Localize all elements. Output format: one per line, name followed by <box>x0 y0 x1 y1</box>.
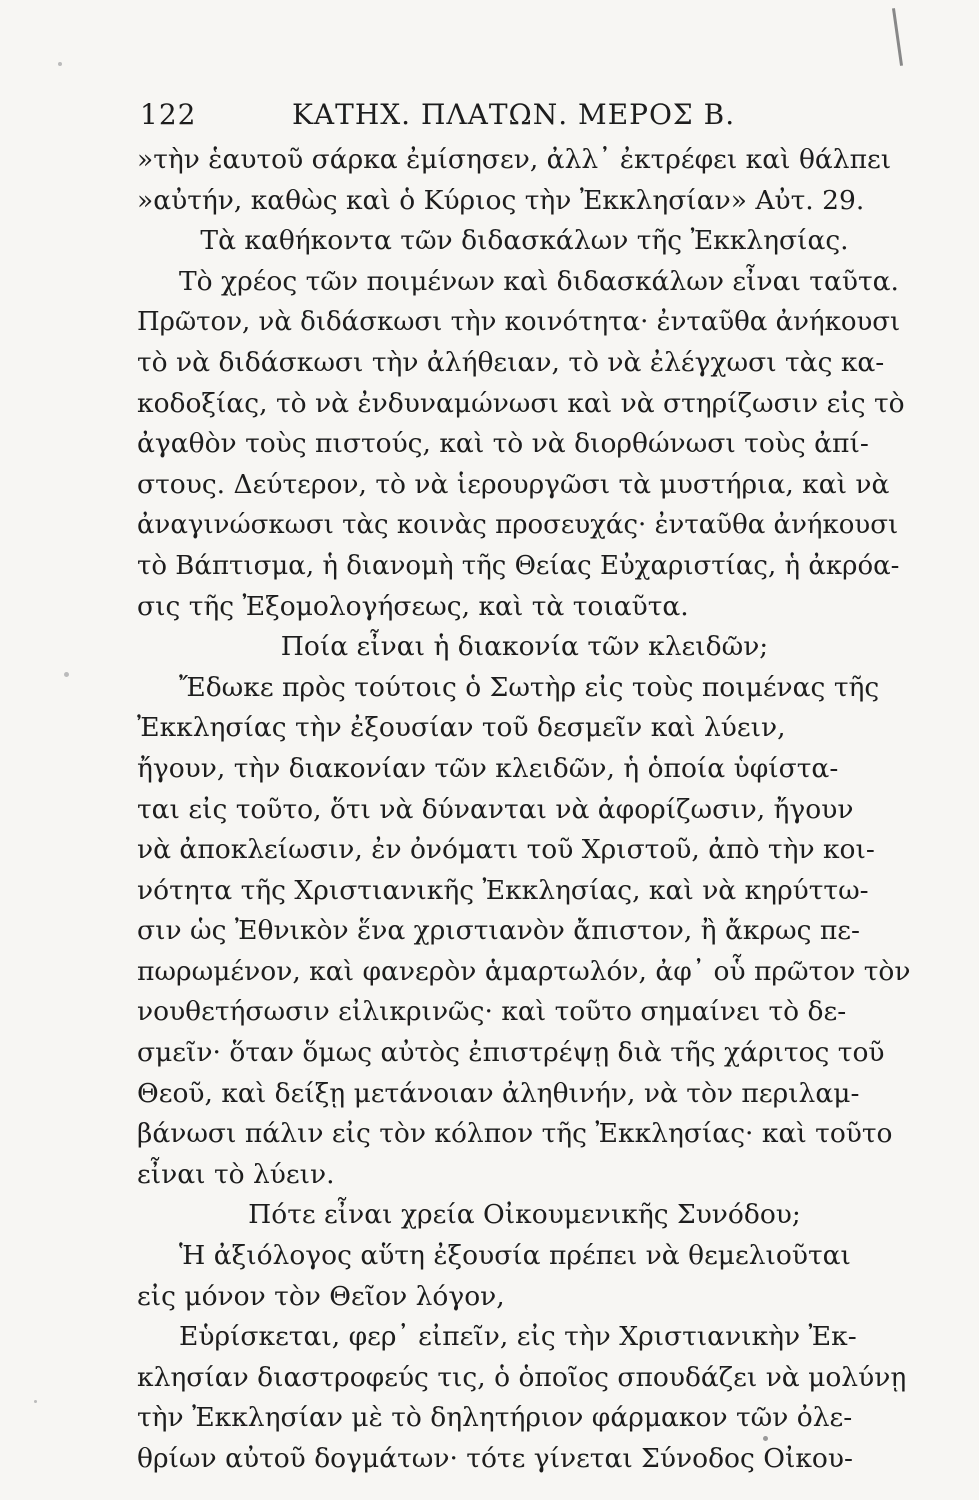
speck <box>34 1400 37 1403</box>
text-line: νουθετήσωσιν εἰλικρινῶς· καὶ τοῦτο σημαίνει τὸ δε- <box>137 996 847 1028</box>
section-heading: Ποία εἶναι ἡ διακονία τῶν κλειδῶν; <box>280 631 769 663</box>
text-line: Ἔδωκε πρὸς τούτοις ὁ Σωτὴρ εἰς τοὺς ποιμένας τῆς <box>179 671 880 703</box>
text-line: θρίων αὐτοῦ δογμάτων· τότε γίνεται Σύνοδος Οἰκου- <box>137 1443 853 1474</box>
text-line: Ἡ ἀξιόλογος αὕτη ἐξουσία πρέπει νὰ θεμελιοῦται <box>179 1240 851 1272</box>
text-line: »τὴν ἑαυτοῦ σάρκα ἐμίσησεν, ἀλλ᾽ ἐκτρέφει καὶ θάλπει <box>137 144 892 175</box>
speck <box>58 62 62 66</box>
text-line: τὸ Βάπτισμα, ἡ διανομὴ τῆς Θείας Εὐχαριστίας, ἡ ἀκρόα- <box>137 550 900 581</box>
text-line: τὸ νὰ διδάσκωσι τὴν ἀλήθειαν, τὸ νὰ ἐλέγχωσι τὰς κα- <box>137 346 885 378</box>
text-line: ἤγουν, τὴν διακονίαν τῶν κλειδῶν, ἡ ὁποία ὑφίστα- <box>137 752 839 784</box>
text-line: εἰς μόνον τὸν Θεῖον λόγον, <box>137 1280 505 1312</box>
margin-mark <box>892 8 903 66</box>
text-line: ἀναγινώσκωσι τὰς κοινὰς προσευχάς· ἐνταῦθα ἀνήκουσι <box>137 510 899 541</box>
speck <box>64 672 69 677</box>
text-line: Εὑρίσκεται, φερ᾽ εἰπεῖν, εἰς τὴν Χριστιανικὴν Ἐκ- <box>179 1321 857 1353</box>
text-line: Θεοῦ, καὶ δείξῃ μετάνοιαν ἀληθινήν, νὰ τὸν περιλαμ- <box>137 1077 860 1109</box>
page-body <box>137 140 912 1480</box>
text-line: πωρωμένον, καὶ φανερὸν ἁμαρτωλόν, ἀφ᾽ οὗ πρῶτον τὸν <box>137 955 911 987</box>
text-line: νὰ ἀποκλείωσιν, ἐν ὀνόματι τοῦ Χριστοῦ, ἀπὸ τὴν κοι- <box>137 834 875 866</box>
text-line: Τὸ χρέος τῶν ποιμένων καὶ διδασκάλων εἶναι ταῦτα. <box>179 265 899 297</box>
text-line: κοδοξίας, τὸ νὰ ἐνδυναμώνωσι καὶ νὰ στηρίζωσιν εἰς τὸ <box>137 387 905 419</box>
section-heading: Πότε εἶναι χρεία Οἰκουμενικῆς Συνόδου; <box>248 1199 801 1231</box>
running-head-title: ΚΑΤΗΧ. ΠΛΑΤΩΝ. ΜΕΡΟΣ Β. <box>292 98 736 131</box>
text-line: σις τῆς Ἐξομολογήσεως, καὶ τὰ τοιαῦτα. <box>137 590 689 622</box>
text-line: τὴν Ἐκκλησίαν μὲ τὸ δηλητήριον φάρμακον τῶν ὀλε- <box>137 1402 853 1434</box>
text-line: »αὐτήν, καθὼς καὶ ὁ Κύριος τὴν Ἐκκλησίαν» Αὐτ. 29. <box>137 184 865 216</box>
text-line: εἶναι τὸ λύειν. <box>137 1158 335 1190</box>
text-line: ται εἰς τοῦτο, ὅτι νὰ δύνανται νὰ ἀφορίζωσιν, ἤγουν <box>137 793 854 825</box>
text-line: Πρῶτον, νὰ διδάσκωσι τὴν κοινότητα· ἐνταῦθα ἀνήκουσι <box>137 307 901 338</box>
text-line: ἀγαθὸν τοὺς πιστούς, καὶ τὸ νὰ διορθώνωσι τοὺς ἀπί- <box>137 428 869 460</box>
text-line: σιν ὡς Ἐθνικὸν ἕνα χριστιανὸν ἄπιστον, ἢ ἄκρως πε- <box>137 915 860 947</box>
text-line: Ἐκκλησίας τὴν ἐξουσίαν τοῦ δεσμεῖν καὶ λύειν, <box>137 712 786 744</box>
text-line: βάνωσι πάλιν εἰς τὸν κόλπον τῆς Ἐκκλησίας· καὶ τοῦτο <box>137 1118 893 1150</box>
section-heading: Τὰ καθήκοντα τῶν διδασκάλων τῆς Ἐκκλησίας. <box>200 225 849 257</box>
text-line: κλησίαν διαστροφεύς τις, ὁ ὁποῖος σπουδάζει νὰ μολύνῃ <box>137 1361 907 1393</box>
text-line: σμεῖν· ὅταν ὅμως αὐτὸς ἐπιστρέψῃ διὰ τῆς χάριτος τοῦ <box>137 1037 885 1069</box>
text-line: στους. Δεύτερον, τὸ νὰ ἱερουργῶσι τὰ μυστήρια, καὶ νὰ <box>137 468 890 500</box>
page-number: 122 <box>140 98 197 131</box>
text-line: νότητα τῆς Χριστιανικῆς Ἐκκλησίας, καὶ νὰ κηρύττω- <box>137 874 869 906</box>
